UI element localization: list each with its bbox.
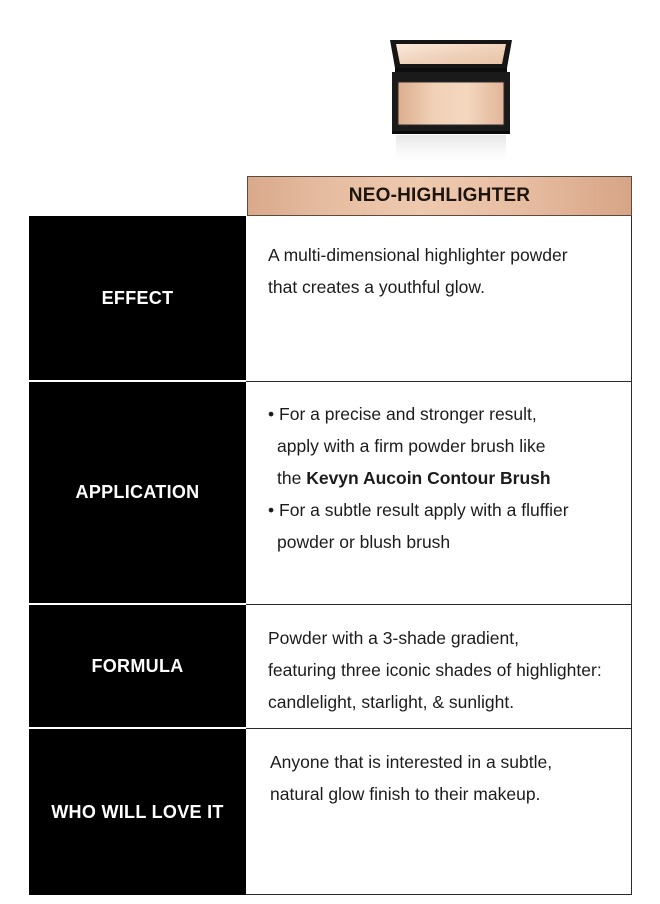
formula-line-1: Powder with a 3-shade gradient, — [268, 628, 519, 648]
effect-label: EFFECT — [29, 216, 246, 382]
product-compact-image — [386, 38, 516, 170]
who-will-love-it-label: WHO WILL LOVE IT — [29, 729, 246, 895]
love-line-1: Anyone that is interested in a subtle, — [270, 752, 553, 772]
love-line-2: natural glow finish to their makeup. — [270, 784, 541, 804]
product-name-header — [247, 176, 632, 216]
product-info-table — [29, 216, 632, 895]
effect-line-1: A multi-dimensional highlighter powder — [268, 245, 568, 265]
application-description — [246, 382, 632, 605]
product-name: NEO-HIGHLIGHTER — [348, 185, 531, 206]
application-label: APPLICATION — [29, 382, 246, 605]
formula-row — [29, 605, 632, 729]
application-bullet-2-text: For a subtle result apply with a fluffier — [279, 500, 569, 520]
application-row — [29, 382, 632, 605]
application-bullet-1-prefix: the — [277, 468, 307, 488]
who-will-love-it-description — [246, 729, 632, 895]
application-bullet-1-line-3 — [268, 462, 631, 494]
bullet-symbol: • — [268, 500, 275, 520]
formula-label: FORMULA — [29, 605, 246, 729]
bullet-symbol: • — [268, 404, 275, 424]
effect-line-2: that creates a youthful glow. — [268, 277, 485, 297]
effect-row — [29, 216, 632, 382]
formula-description — [246, 605, 632, 729]
application-bullet-2-line-2: powder or blush brush — [277, 532, 451, 552]
effect-description — [246, 216, 632, 382]
application-bullet-1-line-2: apply with a firm powder brush like — [277, 436, 546, 456]
contour-brush-name: Kevyn Aucoin Contour Brush — [306, 468, 551, 488]
application-bullet-1-text: For a precise and stronger result, — [279, 404, 537, 424]
formula-line-3: candlelight, starlight, & sunlight. — [268, 692, 515, 712]
formula-line-2: featuring three iconic shades of highlighter: — [268, 660, 602, 680]
application-bullet-2 — [268, 494, 631, 526]
application-bullet-1 — [268, 398, 631, 430]
who-will-love-it-row — [29, 729, 632, 895]
